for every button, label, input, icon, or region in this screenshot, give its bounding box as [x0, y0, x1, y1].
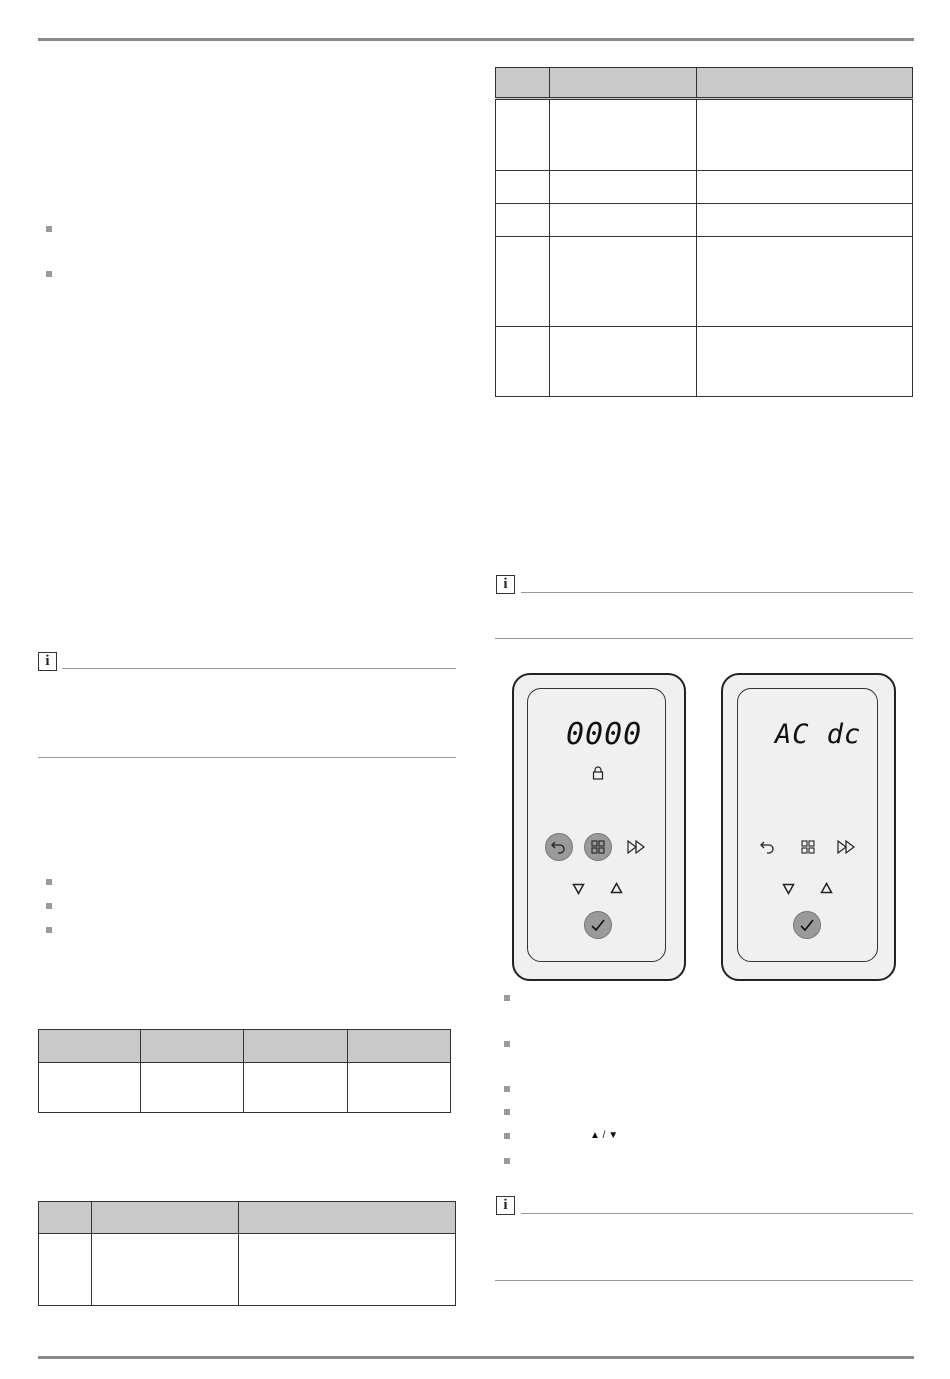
menu-grid-icon[interactable]	[801, 840, 815, 854]
table-cell	[239, 1234, 456, 1306]
bullet-marker	[46, 226, 52, 232]
table-row	[496, 171, 913, 204]
table-cell	[549, 171, 696, 204]
info-icon: i	[38, 652, 57, 671]
up-triangle-icon[interactable]	[820, 882, 833, 894]
table-four-column	[38, 1029, 451, 1113]
info-icon: i	[496, 575, 515, 594]
bullet-marker	[46, 271, 52, 277]
info-note-end-rule	[495, 1280, 913, 1281]
table-right	[495, 67, 913, 397]
table-cell	[348, 1063, 451, 1113]
bullet-marker	[46, 903, 52, 909]
table-row	[496, 237, 913, 327]
lock-icon	[592, 766, 604, 780]
table-header-cell	[549, 68, 696, 99]
menu-grid-icon	[591, 840, 605, 854]
table-cell	[697, 237, 913, 327]
table-cell	[697, 171, 913, 204]
check-icon	[799, 917, 815, 933]
table-cell	[39, 1063, 141, 1113]
table-row	[496, 99, 913, 171]
info-note-rule	[521, 592, 913, 593]
table-row	[496, 204, 913, 237]
table-cell	[496, 99, 550, 171]
table-header-cell	[91, 1202, 238, 1234]
table-cell	[697, 204, 913, 237]
table-cell	[549, 99, 696, 171]
info-note-rule	[62, 668, 456, 669]
table-cell	[549, 237, 696, 327]
bullet-marker	[46, 879, 52, 885]
table-header-cell	[140, 1030, 244, 1063]
info-note-end-rule	[38, 757, 456, 758]
table-header-cell	[239, 1202, 456, 1234]
bullet-marker	[504, 1109, 510, 1115]
table-header-cell	[39, 1030, 141, 1063]
table-cell	[496, 237, 550, 327]
bullet-marker	[504, 1086, 510, 1092]
table-cell	[496, 204, 550, 237]
table-header-cell	[697, 68, 913, 99]
arrow-keys-glyphs: ▲ / ▼	[590, 1130, 619, 1141]
fast-forward-icon[interactable]	[837, 840, 857, 854]
bullet-marker	[504, 995, 510, 1001]
table-row	[496, 327, 913, 397]
table-header-cell	[348, 1030, 451, 1063]
down-triangle-icon[interactable]	[782, 883, 795, 895]
segment-display: 0000	[566, 717, 643, 752]
segment-display: AC dc	[775, 719, 862, 750]
info-note-end-rule	[495, 638, 913, 639]
bullet-marker	[504, 1133, 510, 1139]
table-cell	[549, 327, 696, 397]
table-cell	[39, 1234, 92, 1306]
table-header-cell	[244, 1030, 348, 1063]
fast-forward-icon[interactable]	[627, 840, 647, 854]
table-cell	[549, 204, 696, 237]
info-note-rule	[521, 1213, 913, 1214]
table-cell	[697, 327, 913, 397]
table-cell	[496, 171, 550, 204]
table-cell	[697, 99, 913, 171]
table-cell	[91, 1234, 238, 1306]
up-triangle-icon[interactable]	[610, 882, 623, 894]
down-triangle-icon[interactable]	[572, 883, 585, 895]
table-row	[39, 1234, 456, 1306]
table-header-cell	[496, 68, 550, 99]
bullet-marker	[46, 927, 52, 933]
bullet-marker	[504, 1041, 510, 1047]
back-arrow-icon[interactable]	[759, 839, 777, 855]
table-header-cell	[39, 1202, 92, 1234]
info-icon: i	[496, 1196, 515, 1215]
top-rule	[38, 38, 914, 41]
table-three-column	[38, 1201, 456, 1306]
back-arrow-icon	[550, 839, 568, 855]
bullet-marker	[504, 1158, 510, 1164]
check-icon	[590, 917, 606, 933]
table-cell	[496, 327, 550, 397]
table-cell	[140, 1063, 244, 1113]
bottom-rule	[38, 1356, 914, 1359]
table-row	[39, 1063, 451, 1113]
table-cell	[244, 1063, 348, 1113]
